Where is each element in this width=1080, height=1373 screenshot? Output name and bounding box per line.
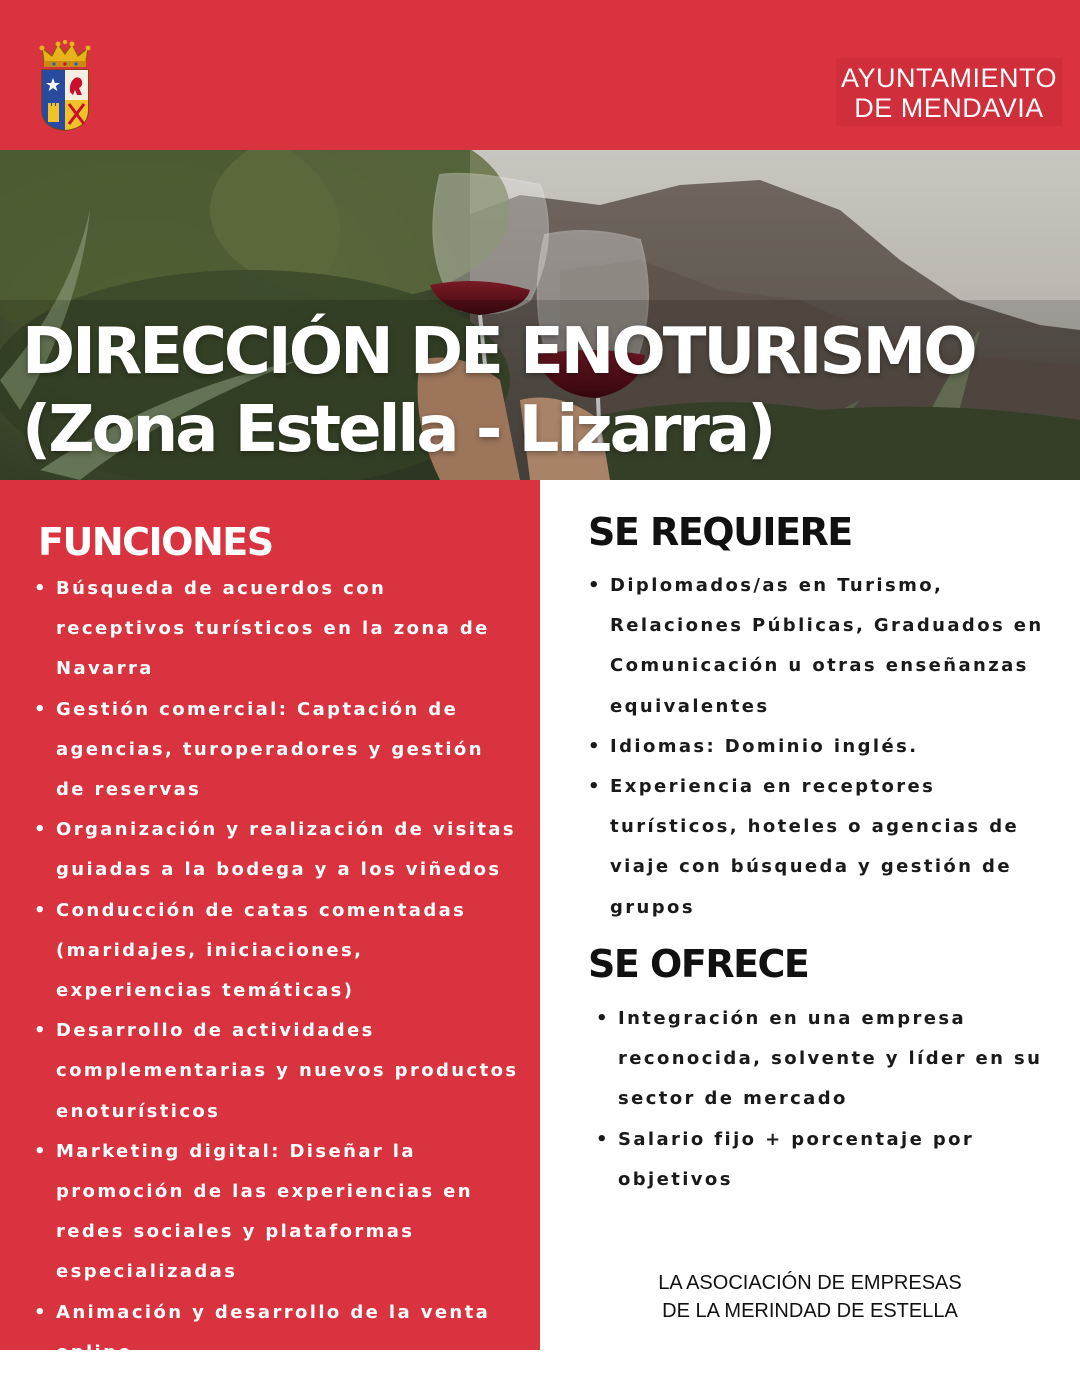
org-name-line1: AYUNTAMIENTO xyxy=(840,63,1057,93)
list-item: • Organización y realización de visitas guiadas a la bodega y a los viñedos xyxy=(34,810,522,890)
requiere-list xyxy=(588,566,1058,928)
funciones-title: FUNCIONES xyxy=(38,520,273,564)
list-item: • Idiomas: Dominio inglés. xyxy=(588,727,1058,767)
coat-of-arms-icon xyxy=(38,40,92,132)
funciones-list xyxy=(34,569,522,1373)
list-item: • Marketing digital: Diseñar la promoción de las experiencias en redes sociales y plataformas especializadas xyxy=(34,1132,522,1293)
hero-title-line1: DIRECCIÓN DE ENOTURISMO xyxy=(22,315,975,389)
ofrece-title: SE OFRECE xyxy=(588,942,809,986)
header-bar xyxy=(0,0,1080,150)
funciones-panel xyxy=(0,480,540,1363)
list-item: • Salario fijo + porcentaje por objetivos xyxy=(596,1120,1056,1200)
list-item: • Desarrollo de actividades complementarias y nuevos productos enoturísticos xyxy=(34,1011,522,1132)
list-item: • Animación y desarrollo de la venta online xyxy=(34,1293,522,1373)
list-item: • Diplomados/as en Turismo, Relaciones Públicas, Graduados en Comunicación u otras enseñanzas equivalentes xyxy=(588,566,1058,727)
requirements-panel xyxy=(540,480,1080,1350)
requiere-title: SE REQUIERE xyxy=(588,510,852,554)
footer-line2: DE LA MERINDAD DE ESTELLA xyxy=(662,1300,958,1322)
list-item: • Gestión comercial: Captación de agencias, turoperadores y gestión de reservas xyxy=(34,690,522,811)
list-item: • Experiencia en receptores turísticos, hoteles o agencias de viaje con búsqueda y gestión de grupos xyxy=(588,767,1058,928)
org-name-line2: DE MENDAVIA xyxy=(854,93,1044,123)
list-item: • Búsqueda de acuerdos con receptivos turísticos en la zona de Navarra xyxy=(34,569,522,690)
footer-line1: LA ASOCIACIÓN DE EMPRESAS xyxy=(658,1272,962,1294)
org-name-box xyxy=(836,58,1062,126)
list-item: • Integración en una empresa reconocida, solvente y líder en su sector de mercado xyxy=(596,999,1056,1120)
hero-banner xyxy=(0,150,1080,480)
list-item: • Conducción de catas comentadas (maridajes, iniciaciones, experiencias temáticas) xyxy=(34,891,522,1012)
hero-title-line2: (Zona Estella - Lizarra) xyxy=(22,393,774,467)
ofrece-list xyxy=(596,999,1056,1200)
